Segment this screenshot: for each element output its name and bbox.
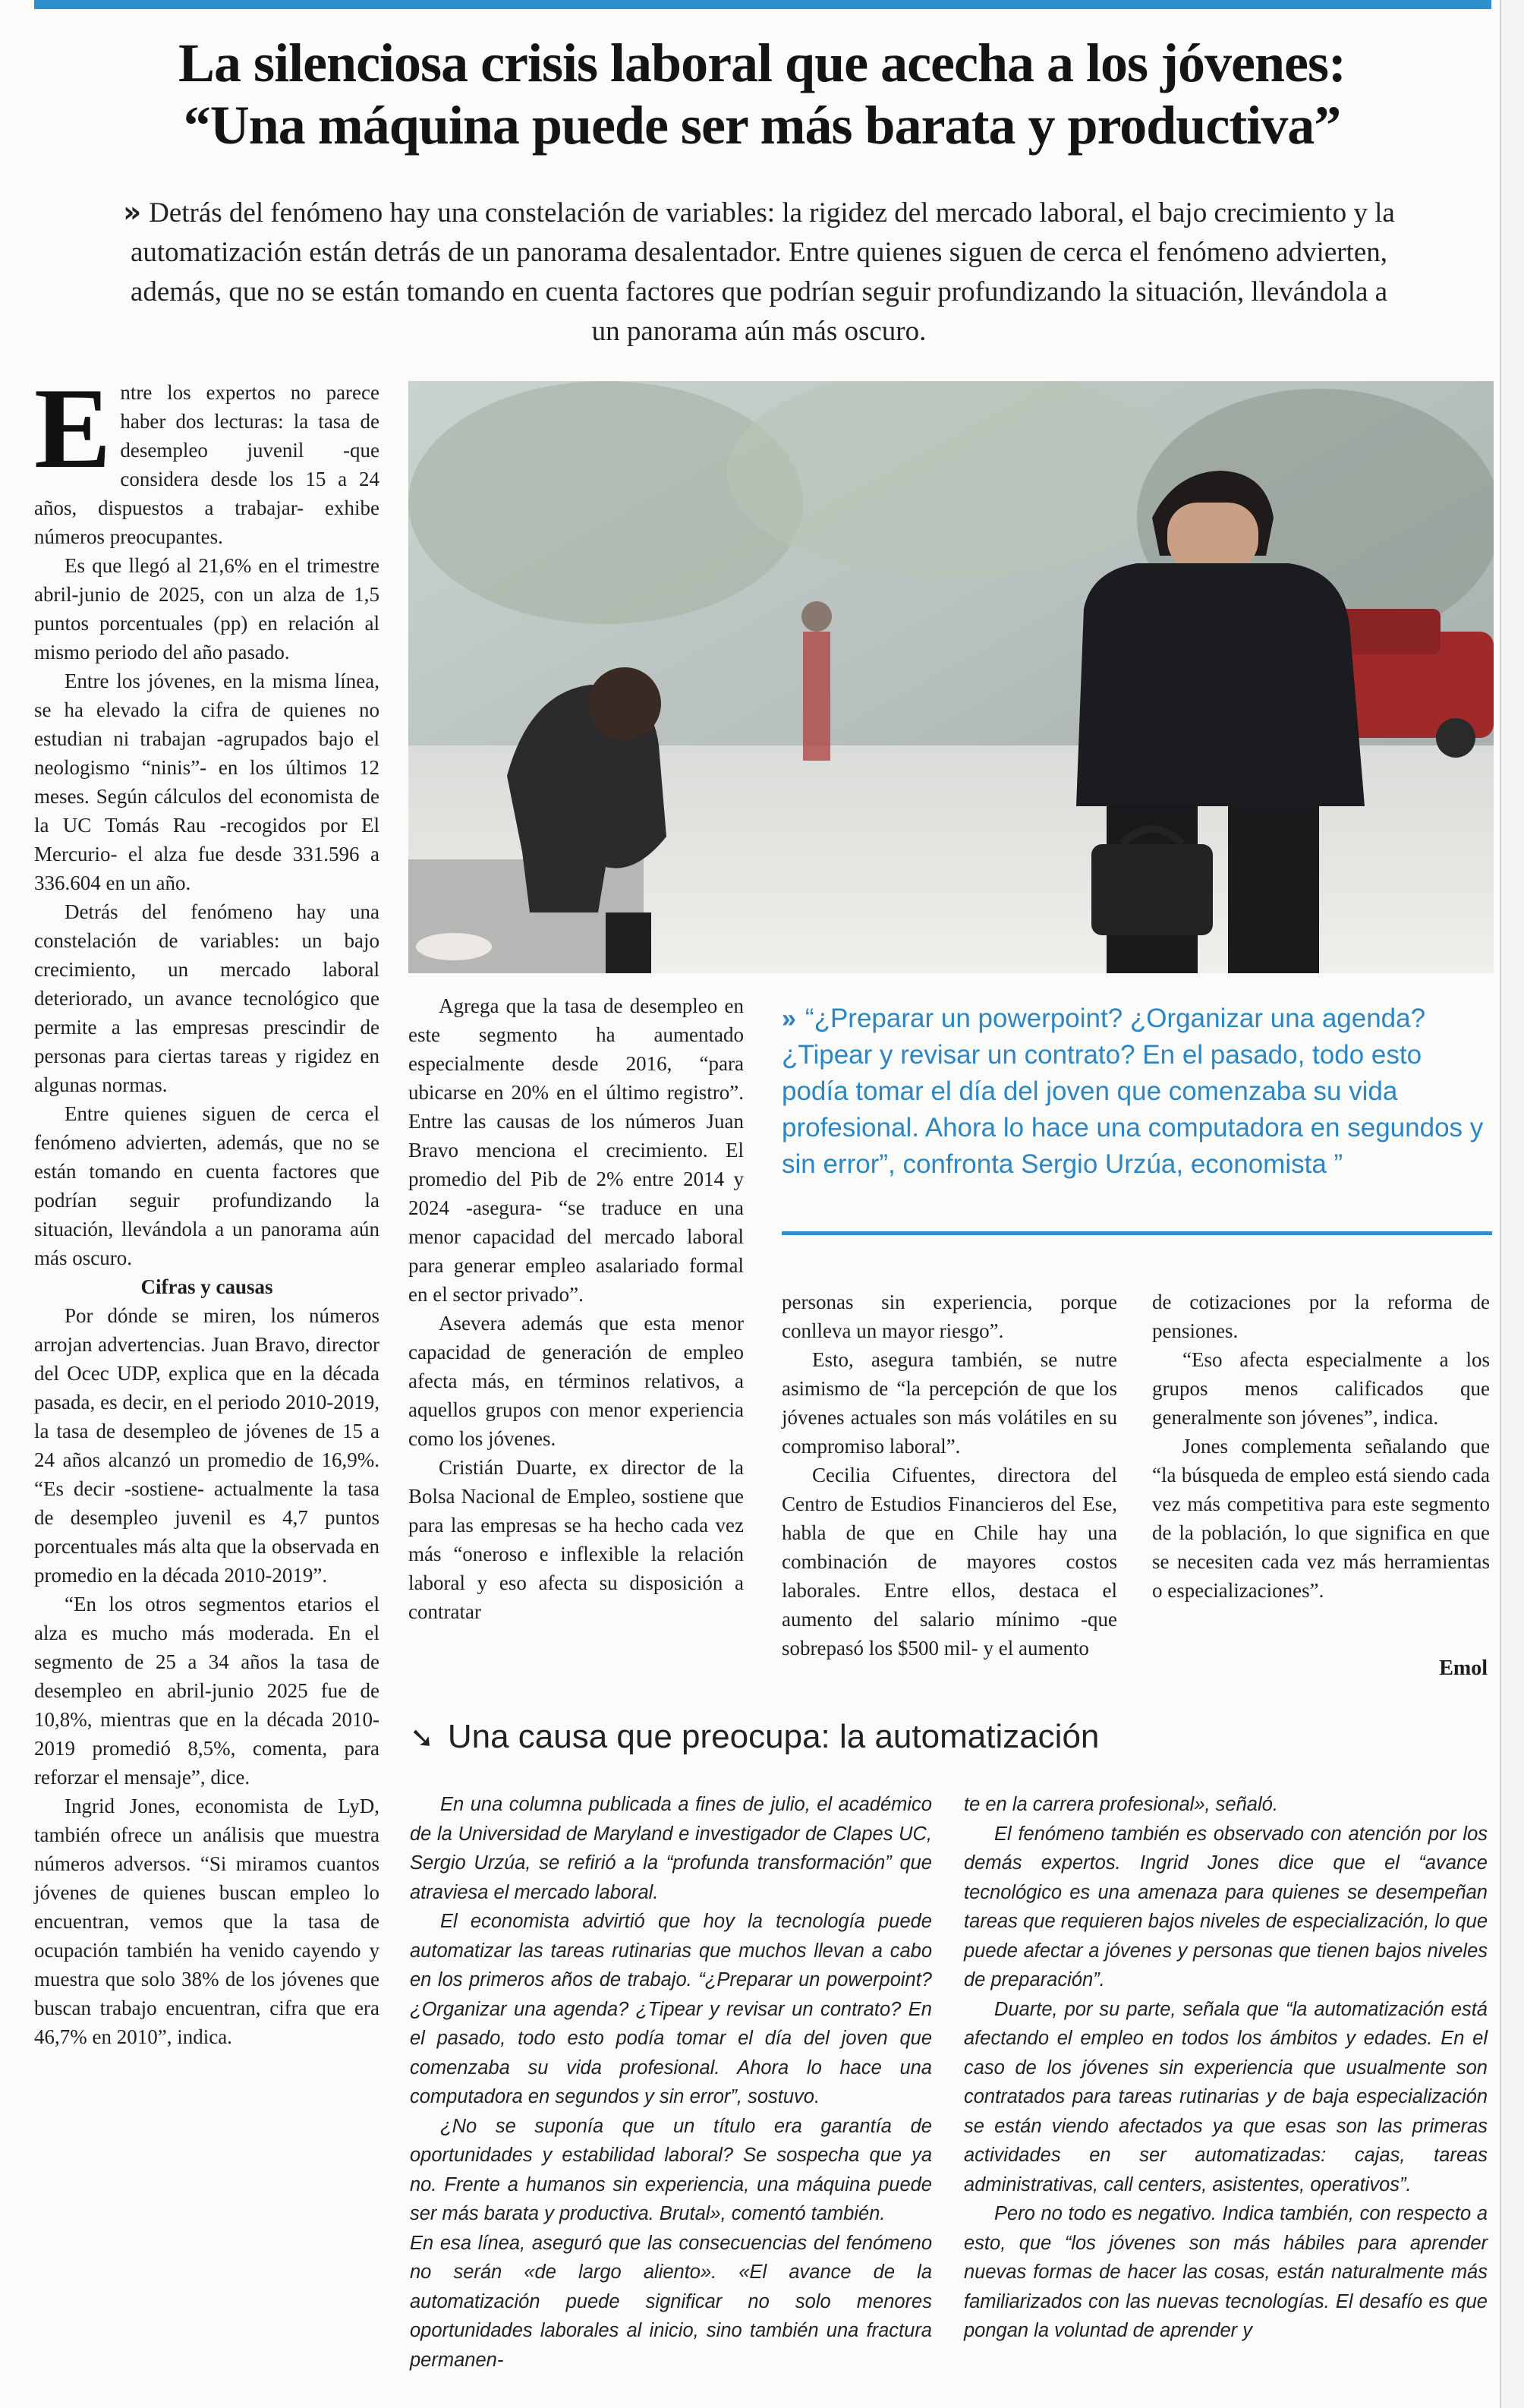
body-paragraph: Esto, asegura también, se nutre asimismo de “la percepción de que los jóvenes actuales son más volátiles en su compromiso laboral”. (782, 1348, 1117, 1458)
double-chevron-right-icon: » (782, 1004, 796, 1033)
body-paragraph: de cotizaciones por la reforma de pensiones. (1152, 1291, 1490, 1342)
box-paragraph: Duarte, por su parte, señala que “la automatización está afectando el empleo en todos los ámbitos y edades. En el caso de los jóvenes sin experiencia que usualmente son contratados para tareas rutinarias y de baja especialización se están viendo afectados ya que esas son las primeras actividades en ser automatizadas: cajas, tareas administrativas, call centers, asistentes, operativos”. (964, 1998, 1488, 2195)
lead-paragraph (121, 193, 1396, 351)
body-paragraph: Jones complementa señalando que “la búsqueda de empleo está siendo cada vez más competitiva para este segmento de la población, lo que significa en que se necesiten cada vez más herramientas o especializaciones”. (1152, 1435, 1490, 1602)
body-paragraph: Entre los expertos no parece haber dos lecturas: la tasa de desempleo juvenil -que considera desde los 15 a 24 años, dispuestos a trabajar- exhibe números preocupantes. (34, 364, 379, 548)
headline-line-1: La silenciosa crisis laboral que acecha a los jóvenes: (178, 33, 1346, 93)
byline: Emol (1439, 1656, 1488, 1680)
box-paragraph: En una columna publicada a fines de julio, el académico de la Universidad de Maryland e investigador de Clapes UC, Sergio Urzúa, se refirió a la “profunda transformación” que atraviesa el mercado laboral. (410, 1794, 932, 1903)
body-paragraph: Cristián Duarte, ex director de la Bolsa Nacional de Empleo, sostiene que para las empresas se ha hecho cada vez más “oneroso e inflexible la relación laboral y eso afecta su disposición a contratar (408, 1456, 744, 1623)
body-paragraph: Por dónde se miren, los números arrojan advertencias. Juan Bravo, director del Ocec UDP, explica que en la década pasada, es decir, en el periodo 2010-2019, la tasa de desempleo de jóvenes de 15 a 24 años alcanzó un promedio de 16,9%. “Es decir -sostiene- actualmente la tasa de desempleo juvenil es 4,7 puntos porcentuales más alta que la observada en promedio en la década 2010-2019”. (34, 1304, 379, 1587)
body-column-1 (34, 364, 379, 2051)
body-paragraph: Asevera además que esta menor capacidad de generación de empleo afecta más, en términos relativos, a aquellos grupos con menor experiencia como los jóvenes. (408, 1312, 744, 1450)
body-paragraph: “Eso afecta especialmente a los grupos menos calificados que generalmente son jóvenes”, indica. (1152, 1348, 1490, 1429)
body-column-2 (408, 991, 744, 1626)
body-paragraph: Entre los jóvenes, en la misma línea, se ha elevado la cifra de quienes no estudian ni trabajan -agrupados bajo el neologismo “ninis”- en los últimos 12 meses. Según cálculos del economista de la UC Tomás Rau -recogidos por El Mercurio- el alza fue desde 331.596 a 336.604 en un año. (34, 670, 379, 894)
headline-line-2: “Una máquina puede ser más barata y productiva” (183, 95, 1341, 156)
body-column-4 (1152, 1288, 1490, 1605)
arrow-down-right-icon: ➘ (410, 1722, 434, 1754)
pull-quote (782, 1001, 1488, 1183)
box-paragraph: Pero no todo es negativo. Indica también, con respecto a esto, que “los jóvenes son más hábiles para aprender nuevas formas de hacer las cosas, están naturalmente más familiarizados con las nuevas tecnologías. El desafío es que pongan la voluntad de aprender y (964, 2203, 1488, 2341)
body-paragraph: Es que llegó al 21,6% en el trimestre abril-junio de 2025, con un alza de 1,5 puntos porcentuales (pp) en relación al mismo periodo del año pasado. (34, 554, 379, 663)
box-heading (410, 1716, 1472, 1760)
box-title: Una causa que preocupa: la automatización (447, 1718, 1100, 1755)
article-photo (408, 381, 1494, 973)
drop-cap: E (34, 364, 112, 492)
box-column-right (964, 1790, 1488, 2346)
adjacent-article-edge (1500, 0, 1524, 2408)
body-paragraph: Cecilia Cifuentes, directora del Centro de Estudios Financieros del Ese, habla de que en Chile hay una combinación de mayores costos laborales. Entre ellos, destaca el aumento del salario mínimo -que sobrepasó los $500 mil- y el aumento (782, 1464, 1117, 1659)
pull-quote-rule (782, 1231, 1492, 1235)
box-paragraph: ¿No se suponía que un título era garantía de oportunidades y estabilidad laboral? Se sospecha que ya no. Frente a humanos sin experiencia, una máquina puede ser más barata y productiva. Brutal», comentó también. (410, 2115, 932, 2224)
body-paragraph: Agrega que la tasa de desempleo en este segmento ha aumentado especialmente desde 2016, “para ubicarse en 20% en el último registro”. Entre las causas de los números Juan Bravo menciona el crecimiento. El promedio del Pib de 2% entre 2014 y 2024 -asegura- “se traduce en una menor capacidad del mercado laboral para generar empleo asalariado formal en el sector privado”. (408, 994, 744, 1306)
photo-illustration (408, 381, 1494, 973)
box-paragraph: El fenómeno también es observado con atención por los demás expertos. Ingrid Jones dice que el “avance tecnológico es una amenaza para quienes se desempeñan tareas que requieren bajos niveles de especialización, lo que puede afectar a jóvenes y personas que tienen bajos niveles de preparación”. (964, 1823, 1488, 1990)
box-paragraph: El economista advirtió que hoy la tecnología puede automatizar las tareas rutinarias que muchos llevan a cabo en los primeros años de trabajo. “¿Preparar un powerpoint? ¿Organizar una agenda? ¿Tipear y revisar un contrato? En el pasado, todo esto podía tomar el día del joven que comenzaba su vida profesional. Ahora lo hace una computadora en segundos y sin error”, sostuvo. (410, 1911, 932, 2107)
body-paragraph: Entre quienes siguen de cerca el fenómeno advierten, además, que no se están tomando en cuenta factores que podrían seguir profundizando la situación, llevándola a un panorama aún más oscuro. (34, 1102, 379, 1269)
body-column-3 (782, 1288, 1117, 1663)
double-chevron-right-icon: » (123, 196, 142, 229)
headline (30, 32, 1494, 156)
section-subhead: Cifras y causas (140, 1275, 273, 1298)
body-paragraph: personas sin experiencia, porque conlleva un mayor riesgo”. (782, 1291, 1117, 1342)
lead-text: Detrás del fenómeno hay una constelación de variables: la rigidez del mercado laboral, el bajo crecimiento y la automatización están detrás de un panorama desalentador. Entre quienes siguen de cerca el fenómeno advierten, además, que no se están tomando en cuenta factores que podrían seguir profundizando la situación, llevándola a un panorama aún más oscuro. (130, 197, 1395, 347)
box-paragraph: te en la carrera profesional», señaló. (964, 1794, 1278, 1815)
body-paragraph: “En los otros segmentos etarios el alza es mucho más moderada. En el segmento de 25 a 34 años la tasa de desempleo en abril-junio 2025 fue de 10,8%, mientras que en la década 2010-2019 promedió 8,5%, comenta, para reforzar el mensaje”, dice. (34, 1593, 379, 1789)
top-accent-bar (34, 0, 1491, 9)
box-column-left (410, 1790, 932, 2375)
body-paragraph: Ingrid Jones, economista de LyD, también ofrece un análisis que muestra números adversos. “Si miramos cuantos jóvenes de quienes buscan empleo lo encuentran, vemos que la tasa de ocupación también ha venido cayendo y muestra que solo 38% de los jóvenes que buscan trabajo encuentran, cifra que era 46,7% en 2010”, indica. (34, 1795, 379, 2048)
box-paragraph: En esa línea, aseguró que las consecuencias del fenómeno no serán «de largo aliento». «El avance de la automatización puede significar no solo menores oportunidades laborales al inicio, sino también una fractura permanen- (410, 2232, 932, 2371)
body-paragraph: Detrás del fenómeno hay una constelación de variables: un bajo crecimiento, un mercado laboral deteriorado, un avance tecnológico que permite a las empresas prescindir de personas para ciertas tareas y rigidez en algunas normas. (34, 900, 379, 1096)
pull-quote-text: “¿Preparar un powerpoint? ¿Organizar una agenda? ¿Tipear y revisar un contrato? En el pasado, todo esto podía tomar el día del joven que comenzaba su vida profesional. Ahora lo hace una computadora en segundos y sin error”, confronta Sergio Urzúa, economista ” (782, 1004, 1484, 1179)
